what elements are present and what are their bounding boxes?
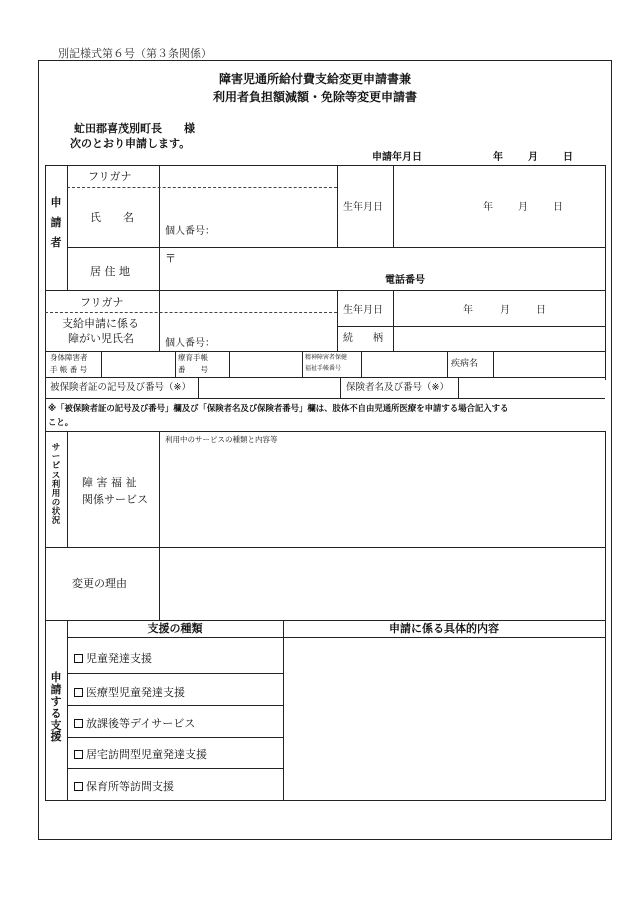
applicant-birthdate-field[interactable] xyxy=(394,166,604,246)
physical-cert-label-line2: 手 帳 番 号 xyxy=(50,365,88,374)
support-option-medical-child-development[interactable] xyxy=(74,684,185,700)
child-name-label-line2: 障がい児氏名 xyxy=(68,332,134,345)
welfare-service-label-line2: 関係サービス xyxy=(82,493,148,506)
form-title-line1: 障害児通所給付費支給変更申請書兼 xyxy=(218,72,411,86)
child-furigana-label: フリガナ xyxy=(80,296,124,309)
insured-number-field[interactable] xyxy=(199,378,339,397)
insurer-label: 保険者名及び番号（※） xyxy=(346,382,449,393)
physical-cert-number-field[interactable] xyxy=(102,352,174,376)
application-date-month: 月 xyxy=(528,152,538,163)
applicant-birth-day: 日 xyxy=(553,202,563,213)
support-option-label: 医療型児童発達支援 xyxy=(86,686,185,699)
applicant-phone-label: 電話番号 xyxy=(385,275,425,286)
support-content-header: 申請に係る具体的内容 xyxy=(389,622,499,635)
rehab-cert-label-line1: 療育手帳 xyxy=(178,353,208,362)
rehab-cert-number-field[interactable] xyxy=(230,352,301,376)
mental-cert-number-field[interactable] xyxy=(362,352,446,376)
applicant-name-label: 氏 名 xyxy=(90,211,134,224)
applicant-individual-number-label: 個人番号： xyxy=(165,226,215,237)
form-title-line2: 利用者負担額減額・免除等変更申請書 xyxy=(212,90,417,104)
disease-name-field[interactable] xyxy=(494,352,604,376)
application-date-label: 申請年月日 xyxy=(372,152,422,163)
applicant-birth-year: 年 xyxy=(483,202,493,213)
applicant-furigana-field[interactable] xyxy=(160,166,336,186)
support-option-label: 放課後等デイサービス xyxy=(86,717,196,730)
application-date-day: 日 xyxy=(563,152,573,163)
child-birthdate-field[interactable] xyxy=(394,291,604,325)
request-text: 次のとおり申請します。 xyxy=(70,137,191,150)
applicant-address-label: 居 住 地 xyxy=(90,265,130,278)
mental-cert-label-line1: 精神障害者保健 xyxy=(305,354,348,361)
form-number-note: 別記様式第６号（第３条関係） xyxy=(58,47,212,60)
disease-label: 疾病名 xyxy=(451,359,479,369)
support-section-label: 申 請 す る 支 援 xyxy=(50,671,62,744)
support-type-header: 支援の種類 xyxy=(147,622,203,635)
applicant-birthdate-label: 生年月日 xyxy=(343,202,383,213)
support-content-field[interactable] xyxy=(284,638,604,799)
rehab-cert-label-line2: 番 号 xyxy=(178,365,208,374)
support-option-child-development[interactable] xyxy=(74,650,152,666)
applicant-name-field[interactable] xyxy=(160,188,336,224)
insurance-note-line1: ※「被保険者証の記号及び番号」欄及び「保険者名及び保険者番号」欄は、肢体不自由児通所医療を申請する場合記入する xyxy=(48,403,509,413)
applicant-birth-month: 月 xyxy=(518,202,528,213)
service-content-field[interactable] xyxy=(160,446,604,546)
physical-cert-label-line1: 身体障害者 xyxy=(50,353,88,362)
insured-number-label: 被保険者証の記号及び番号（※） xyxy=(50,382,191,393)
child-birth-month: 月 xyxy=(500,305,510,316)
checkbox[interactable] xyxy=(74,782,83,791)
child-birthdate-label: 生年月日 xyxy=(343,305,383,316)
change-reason-label: 変更の理由 xyxy=(72,577,127,590)
insurer-field[interactable] xyxy=(459,378,604,397)
support-option-after-school-day-service[interactable] xyxy=(74,715,195,731)
change-reason-field[interactable] xyxy=(160,548,604,619)
service-status-section-label: サ ー ビ ス 利 用 の 状 況 xyxy=(51,443,61,527)
child-individual-number-label: 個人番号： xyxy=(165,338,215,349)
support-option-label: 居宅訪問型児童発達支援 xyxy=(86,748,207,761)
support-option-home-visit-child-development[interactable] xyxy=(74,746,207,762)
recipient: 虻田郡喜茂別町長 様 xyxy=(74,122,195,135)
mental-cert-label-line2: 福祉手帳番号 xyxy=(305,365,342,372)
applicant-section-label: 申 請 者 xyxy=(50,196,62,249)
child-relation-label: 続 柄 xyxy=(343,333,383,344)
checkbox[interactable] xyxy=(74,719,83,728)
child-birth-year: 年 xyxy=(463,305,473,316)
child-furigana-field[interactable] xyxy=(160,291,336,311)
support-option-nursery-visit-support[interactable] xyxy=(74,778,174,794)
support-option-label: 保育所等訪問支援 xyxy=(86,780,174,793)
welfare-service-label-line1: 障 害 福 祉 xyxy=(82,476,137,489)
support-option-label: 児童発達支援 xyxy=(86,652,152,665)
checkbox[interactable] xyxy=(74,654,83,663)
applicant-address-field[interactable] xyxy=(160,248,604,289)
applicant-furigana-label: フリガナ xyxy=(88,170,132,183)
postal-mark: 〒 xyxy=(165,252,176,265)
checkbox[interactable] xyxy=(74,688,83,697)
service-content-label: 利用中のサービスの種類と内容等 xyxy=(165,435,278,444)
application-date-year: 年 xyxy=(493,152,503,163)
child-birth-day: 日 xyxy=(536,305,546,316)
insurance-note-line2: こと。 xyxy=(48,417,74,427)
child-relation-field[interactable] xyxy=(394,327,604,350)
child-name-label-line1: 支給申請に係る xyxy=(62,317,139,330)
checkbox[interactable] xyxy=(74,750,83,759)
